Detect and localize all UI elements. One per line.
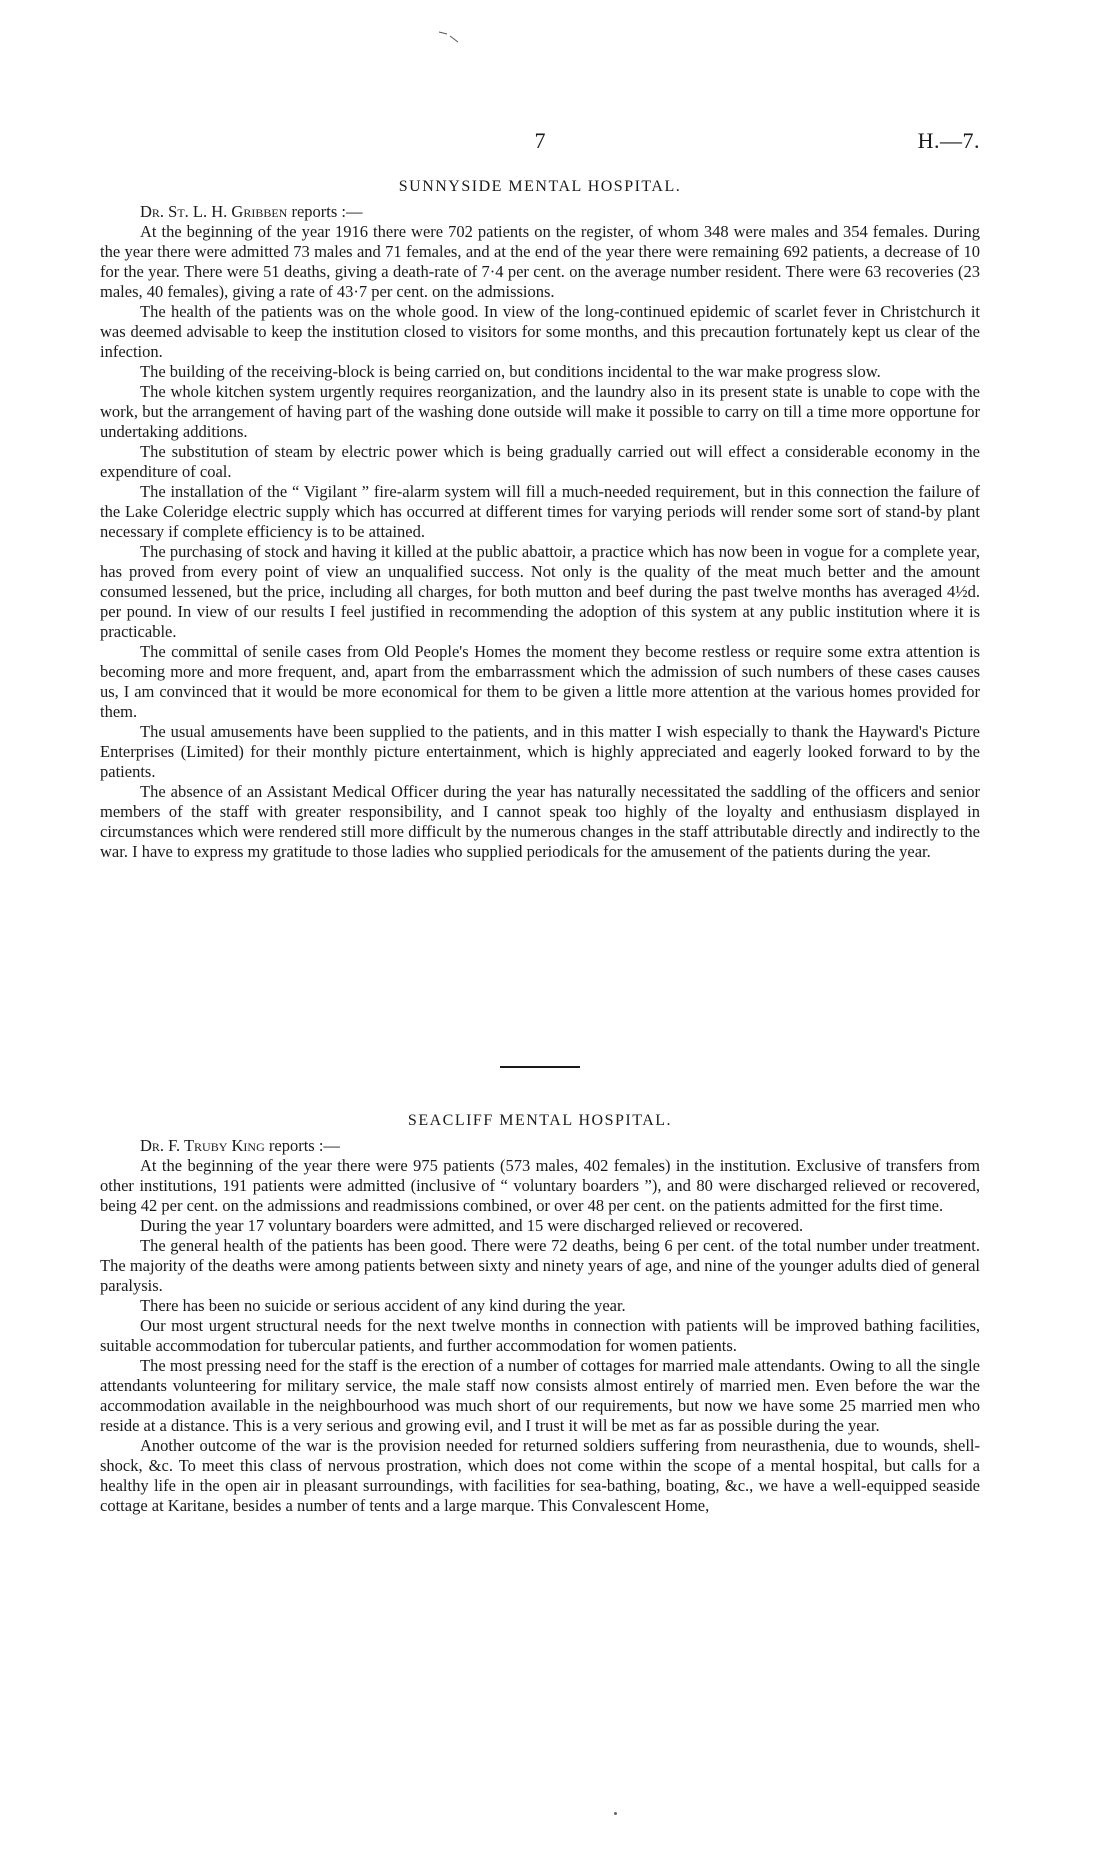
section-divider [500,1066,580,1068]
byline-name: Dr. F. Truby King [140,1136,265,1155]
series-number: H.—7. [917,128,980,153]
section-sunnyside [100,178,980,862]
byline [100,1136,980,1156]
paragraph: During the year 17 voluntary boarders were admitted, and 15 were discharged relieved or recovered. [140,1216,804,1235]
section-title: SUNNYSIDE MENTAL HOSPITAL. [398,178,682,195]
paragraph: The whole kitchen system urgently requires reorganization, and the laundry also in its present state is unable to cope with the work, but the arrangement of having part of the washing done outside will make it possible to carry on till a time more opportune for undertaking additions. [100,382,980,441]
paragraph: The most pressing need for the staff is the erection of a number of cottages for married male attendants. Owing to all the single attendants volunteering for military service, the male staff now consists almost entirely of married men. Even before the war the accommodation available in the neighbourhood was much short of our requirements, but now we have some 25 married men who reside at a distance. This is a very serious and growing evil, and I trust it will be met as far as possible during the year. [100,1356,980,1435]
byline-suffix: reports :— [287,202,363,221]
paragraph: The general health of the patients has been good. There were 72 deaths, being 6 per cent. of the total number under treatment. The majority of the deaths were among patients between sixty and ninety years of age, and nine of the younger adults died of general paralysis. [100,1236,980,1295]
paragraph: At the beginning of the year 1916 there were 702 patients on the register, of whom 348 were males and 354 females. During the year there were admitted 73 males and 71 females, and at the end of the year there were remaining 692 patients, a decrease of 10 for the year. There were 51 deaths, giving a death-rate of 7·4 per cent. on the average number resident. There were 63 recoveries (23 males, 40 females), giving a rate of 43·7 per cent. on the admissions. [100,222,980,301]
paragraph: Our most urgent structural needs for the next twelve months in connection with patients will be improved bathing facilities, suitable accommodation for tubercular patients, and further accommodation for women patients. [100,1316,980,1355]
byline [100,202,980,222]
paragraph: The building of the receiving-block is being carried on, but conditions incidental to the war make progress slow. [140,362,881,381]
scan-speck [614,1812,617,1815]
paragraph: There has been no suicide or serious accident of any kind during the year. [140,1296,626,1315]
paragraph: The substitution of steam by electric power which is being gradually carried out will effect a considerable economy in the expenditure of coal. [100,442,980,481]
paragraph: At the beginning of the year there were 975 patients (573 males, 402 females) in the institution. Exclusive of transfers from other institutions, 191 patients were admitted (inclusive of “ voluntary boarders ”), and 80 were discharged relieved or recovered, being 42 per cent. on the admissions and readmissions combined, or over 48 per cent. on the patients admitted for the first time. [100,1156,980,1215]
byline-suffix: reports :— [264,1136,340,1155]
section-title: SEACLIFF MENTAL HOSPITAL. [407,1112,673,1129]
paragraph: The absence of an Assistant Medical Officer during the year has naturally necessitated the saddling of the officers and senior members of the staff with greater responsibility, and I cannot speak too highly of the loyalty and enthusiasm displayed in circumstances which were rendered still more difficult by the numerous changes in the staff attributable directly and indirectly to the war. I have to express my gratitude to those ladies who supplied periodicals for the amusement of the patients during the year. [100,782,980,861]
byline-name: Dr. St. L. H. Gribben [140,202,288,221]
paragraph: Another outcome of the war is the provision needed for returned soldiers suffering from neurasthenia, due to wounds, shell-shock, &c. To meet this class of nervous prostration, which does not come within the scope of a mental hospital, but calls for a healthy life in the open air in pleasant surroundings, with facilities for sea-bathing, boating, &c., we have a well-equipped seaside cottage at Karitane, besides a number of tents and a large marque. This Convalescent Home, [100,1436,980,1515]
page-number: 7 [534,128,546,153]
section-seacliff [100,1112,980,1516]
paragraph: The committal of senile cases from Old People's Homes the moment they become restless or require some extra attention is becoming more and more frequent, and, apart from the embarrassment which the admission of such numbers of these cases causes us, I am convinced that it would be more economical for them to be given a little more attention at the various homes provided for them. [100,642,980,721]
page-header [100,128,980,158]
paragraph: The installation of the “ Vigilant ” fire-alarm system will fill a much-needed requirement, but in this connection the failure of the Lake Coleridge electric supply which has occurred at different times for varying periods will render some sort of stand-by plant necessary if complete efficiency is to be attained. [100,482,980,541]
scan-mark [438,30,460,44]
paragraph: The health of the patients was on the whole good. In view of the long-continued epidemic of scarlet fever in Christchurch it was deemed advisable to keep the institution closed to visitors for some months, and this precaution fortunately kept us clear of the infection. [100,302,980,361]
paragraph: The purchasing of stock and having it killed at the public abattoir, a practice which has now been in vogue for a complete year, has proved from every point of view an unqualified success. Not only is the quality of the meat much better and the amount consumed lessened, but the price, including all charges, for both mutton and beef during the past twelve months has averaged 4½d. per pound. In view of our results I feel justified in recommending the adoption of this system at any public institution where it is practicable. [100,542,980,641]
paragraph: The usual amusements have been supplied to the patients, and in this matter I wish especially to thank the Hayward's Picture Enterprises (Limited) for their monthly picture entertainment, which is highly appreciated and eagerly looked forward to by the patients. [100,722,980,781]
